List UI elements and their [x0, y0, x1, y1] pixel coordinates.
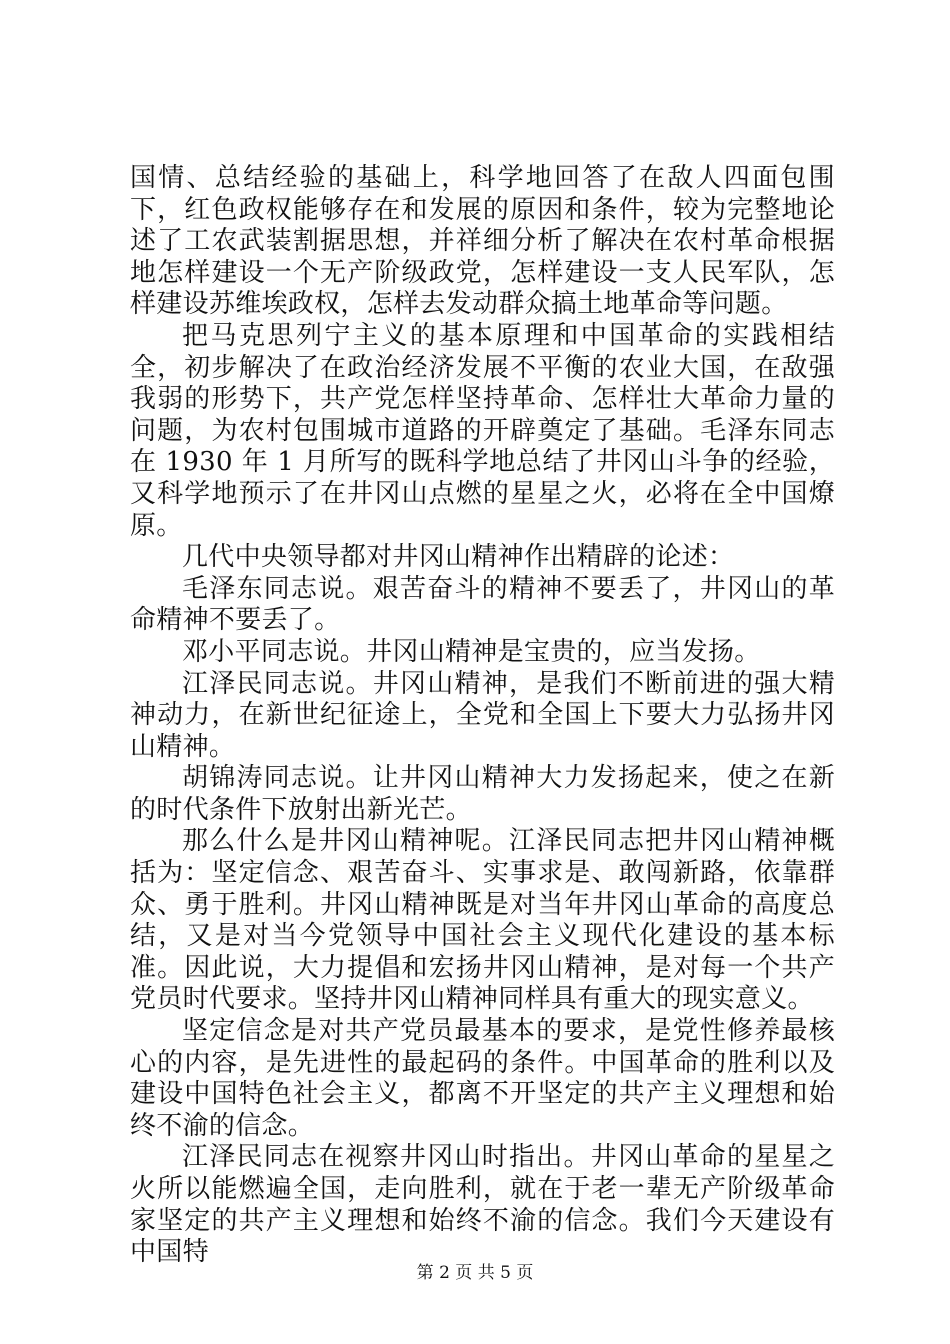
page-footer: 第 2 页 共 5 页 — [416, 1263, 534, 1283]
paragraph-9: 坚定信念是对共产党员最基本的要求，是党性修养最核心的内容，是先进性的最起码的条件。中国革命的胜利以及建设中国特色社会主义，都离不开坚定的共产主义理想和始终不渝的信念。 — [130, 1016, 835, 1141]
document-body — [130, 163, 835, 1269]
paragraph-7: 胡锦涛同志说。让井冈山精神大力发扬起来，使之在新的时代条件下放射出新光芒。 — [130, 763, 835, 825]
paragraph-2: 把马克思列宁主义的基本原理和中国革命的实践相结全，初步解决了在政治经济发展不平衡的农业大国，在敌强我弱的形势下，共产党怎样坚持革命、怎样壮大革命力量的问题，为农村包围城市道路的开辟奠定了基础。毛泽东同志在 1930 年 1 月所写的既科学地总结了井冈山斗争的经验，又科学地预示了在井冈山点燃的星星之火，必将在全中国燎原。 — [130, 320, 835, 541]
paragraph-1: 国情、总结经验的基础上，科学地回答了在敌人四面包围下，红色政权能够存在和发展的原因和条件，较为完整地论述了工农武装割据思想，并祥细分析了解决在农村革命根据地怎样建设一个无产阶级政党，怎样建设一支人民军队，怎样建设苏维埃政权，怎样去发动群众搞土地革命等问题。 — [130, 163, 835, 320]
paragraph-6: 江泽民同志说。井冈山精神，是我们不断前进的强大精神动力，在新世纪征途上，全党和全国上下要大力弘扬井冈山精神。 — [130, 668, 835, 762]
paragraph-10: 江泽民同志在视察井冈山时指出。井冈山革命的星星之火所以能燃遍全国，走向胜利，就在于老一辈无产阶级革命家坚定的共产主义理想和始终不渝的信念。我们今天建设有中国特 — [130, 1142, 835, 1268]
paragraph-5: 邓小平同志说。井冈山精神是宝贵的，应当发扬。 — [182, 636, 761, 667]
paragraph-3: 几代中央领导都对井冈山精神作出精辟的论述： — [182, 542, 735, 573]
paragraph-4: 毛泽东同志说。艰苦奋斗的精神不要丢了，井冈山的革命精神不要丢了。 — [130, 573, 835, 636]
paragraph-8: 那么什么是井冈山精神呢。江泽民同志把井冈山精神概括为：坚定信念、艰苦奋斗、实事求是、敢闯新路，依靠群众、勇于胜利。井冈山精神既是对当年井冈山革命的高度总结，又是对当今党领导中国社会主义现代化建设的基本标准。因此说，大力提倡和宏扬井冈山精神，是对每一个共产党员时代要求。坚持井冈山精神同样具有重大的现实意义。 — [130, 826, 835, 1015]
